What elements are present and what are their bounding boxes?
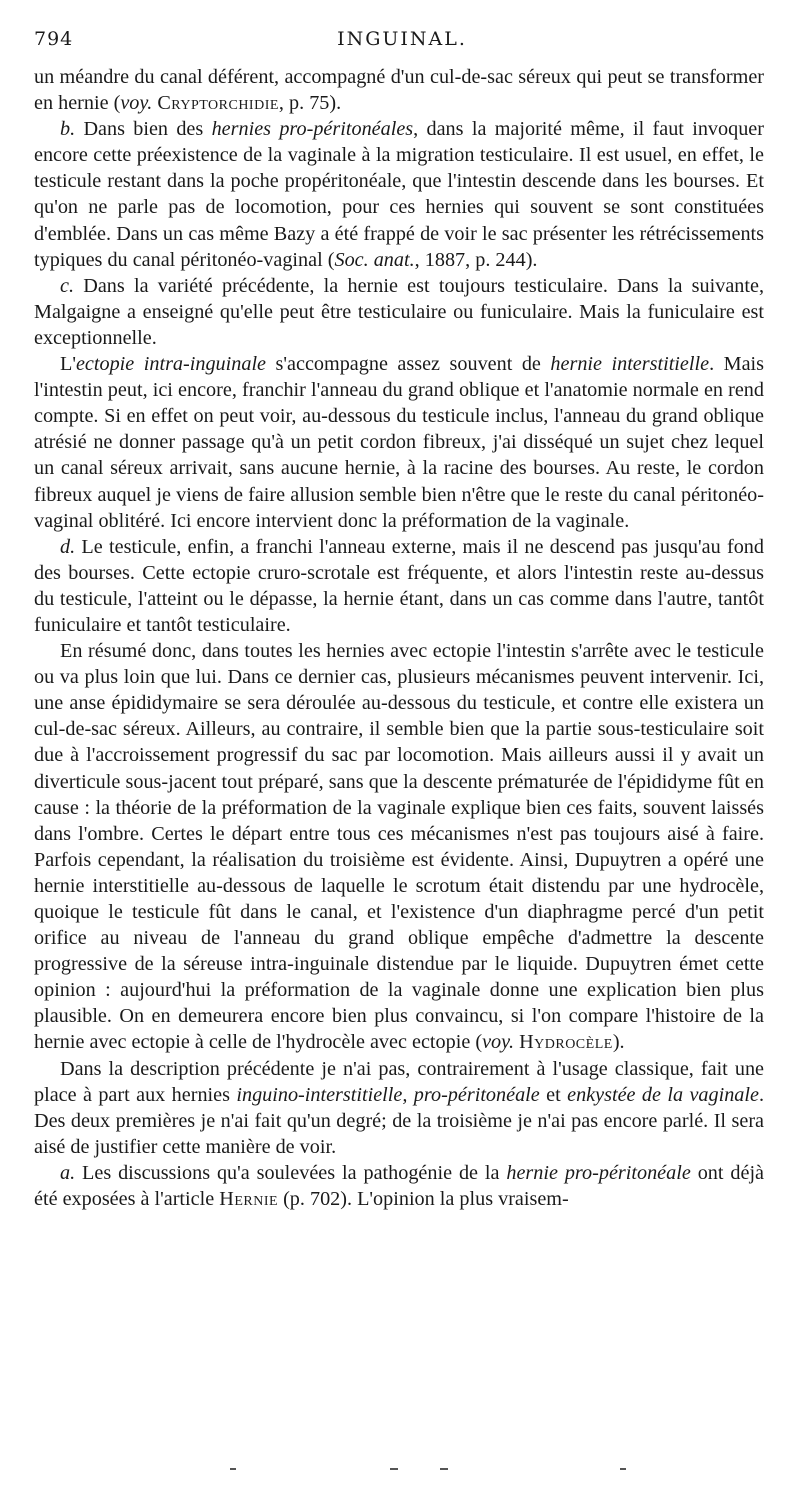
text-run: (p. 702). L'opinion la plus vraisem-	[278, 1188, 569, 1211]
print-mark	[440, 1468, 448, 1470]
paragraph-4	[34, 351, 764, 534]
text-run: En résumé donc, dans toutes les hernies avec ectopie l'intestin s'arrête avec le testicule ou va plus loin que lui. Dans ce dernier cas, plusieurs mécanismes peuvent intervenir. Ici, une anse épididymaire se sera déroulée au-dessous du testicule, et contre elle existera un cul-de-sac séreux. Ailleurs, au contraire, il semble bien que la partie sous-testiculaire soit due à l'accroissement progressif du sac par locomotion. Mais ailleurs aussi il y avait un diverticule sous-jacent tout préparé, sans que la descente prématurée de l'épididyme fût en cause : la théorie de la préformation de la vaginale explique bien ces faits, souvent laissés dans l'ombre. Certes le départ entre tous ces mécanismes n'est pas toujours aisé à faire. Parfois cependant, la réalisation du troisième est évidente. Ainsi, Dupuytren a opéré une hernie interstitielle au-dessous de laquelle le scrotum était distendu par une hydrocèle, quoique le testicule fût dans le canal, et l'existence d'un diaphragme percé d'un petit orifice au niveau de l'anneau du grand oblique empêche d'admettre la descente progressive de la séreuse intra-inguinale distendue par le liquide. Dupuytren émet cette opinion : aujourd'hui la préformation de la vaginale donne une explication bien plus plausible. On en demeurera encore bien plus convaincu, si l'on compare l'histoire de la hernie avec ectopie à celle de l'hydrocèle avec ectopie (	[34, 640, 764, 1054]
print-mark	[390, 1468, 398, 1470]
text-run: Dans la variété précédente, la hernie est toujours testiculaire. Dans la suivante, Malgaigne a enseigné qu'elle peut être testiculaire ou funiculaire. Mais la funiculaire est exceptionnelle.	[34, 274, 764, 349]
italic-run: hernie interstitielle	[550, 353, 710, 376]
italic-run: Soc. anat.	[334, 248, 415, 271]
italic-run: hernie pro-péritonéale	[506, 1161, 691, 1184]
paragraph-7	[34, 1056, 764, 1160]
text-run: ont déjà été exposées à l'article	[34, 1161, 765, 1211]
text-run: , dans la majorité même, il faut invoquer encore cette préexistence de la vaginale à la migration testiculaire. Il est usuel, en effet, le testicule restant dans la poche propéritonéale, que l'intestin descende dans les bourses. Et qu'on ne parle pas de locomotion, pour ces hernies qui souvent se sont constituées d'emblée. Dans un cas même Bazy a été frappé de voir le sac présenter les rétrécissements typiques du canal péritonéo-vaginal (	[34, 118, 764, 271]
text-run: ).	[612, 1031, 625, 1054]
text-run: , 1887, p. 244).	[414, 248, 538, 271]
page-number: 794	[34, 28, 74, 50]
print-mark	[230, 1468, 236, 1470]
italic-run: ectopie intra-inguinale	[75, 353, 267, 376]
paragraph-2	[34, 116, 764, 273]
print-marks	[230, 1468, 650, 1472]
cross-reference: Cryptorchidie	[157, 92, 279, 115]
text-run: Dans la description précédente je n'ai pas, contrairement à l'usage classique, fait une place à part aux hernies	[34, 1057, 764, 1106]
paragraph-3	[34, 273, 764, 351]
italic-run: hernies pro-péritonéales	[211, 118, 414, 141]
running-head: INGUINAL.	[337, 28, 467, 50]
list-marker: b.	[60, 118, 76, 141]
list-marker: d.	[60, 535, 76, 558]
italic-run: voy.	[482, 1031, 515, 1054]
paragraph-6	[34, 638, 764, 1056]
text-run: L'	[60, 353, 76, 376]
page-header	[34, 28, 770, 58]
cross-reference: Hydrocèle	[519, 1031, 613, 1054]
paragraph-8	[34, 1160, 764, 1212]
italic-run: inguino-interstitielle, pro-péritonéale	[236, 1083, 540, 1106]
body-text	[34, 64, 764, 1212]
text-run: . Des deux premières je n'ai fait qu'un degré; de la troisième je n'ai pas encore parlé. Il sera aisé de justifier cette manière de voir.	[34, 1083, 764, 1158]
italic-run: enkystée de la vaginale	[567, 1083, 759, 1106]
text-run: Les discussions qu'a soulevées la pathogénie de la	[75, 1161, 507, 1184]
list-marker: a.	[60, 1161, 76, 1184]
text-run: Le testicule, enfin, a franchi l'anneau externe, mais il ne descend pas jusqu'au fond des bourses. Cette ectopie cruro-scrotale est fréquente, et alors l'intestin reste au-dessus du testicule, l'atteint ou le dépasse, la hernie étant, dans un cas comme dans l'autre, tantôt funiculaire et tantôt testiculaire.	[34, 535, 764, 636]
paragraph-1	[34, 64, 764, 116]
text-run: s'accompagne assez souvent de	[266, 353, 551, 376]
text-run: Dans bien des	[75, 118, 212, 141]
list-marker: c.	[60, 274, 75, 297]
text-run: et	[539, 1083, 568, 1106]
italic-run: voy.	[120, 92, 153, 115]
text-run: , p. 75).	[278, 92, 342, 115]
print-mark	[620, 1468, 626, 1470]
text-run: . Mais l'intestin peut, ici encore, franchir l'anneau du grand oblique et l'anatomie normale en rend compte. Si en effet on peut voir, au-dessous du testicule inclus, l'anneau du grand oblique atrésié ne donner passage qu'à un petit cordon fibreux, j'ai disséqué un sujet chez lequel un canal séreux arrivait, sans aucune hernie, à la racine des bourses. Au reste, le cordon fibreux auquel je viens de faire allusion semble bien n'être que le reste du canal péritonéo-vaginal oblitéré. Ici encore intervient donc la préformation de la vaginale.	[34, 353, 764, 532]
text-run: un méandre du canal déférent, accompagné d'un cul-de-sac séreux qui peut se transformer en hernie (	[34, 66, 764, 115]
cross-reference: Hernie	[219, 1188, 279, 1211]
paragraph-5	[34, 534, 764, 638]
